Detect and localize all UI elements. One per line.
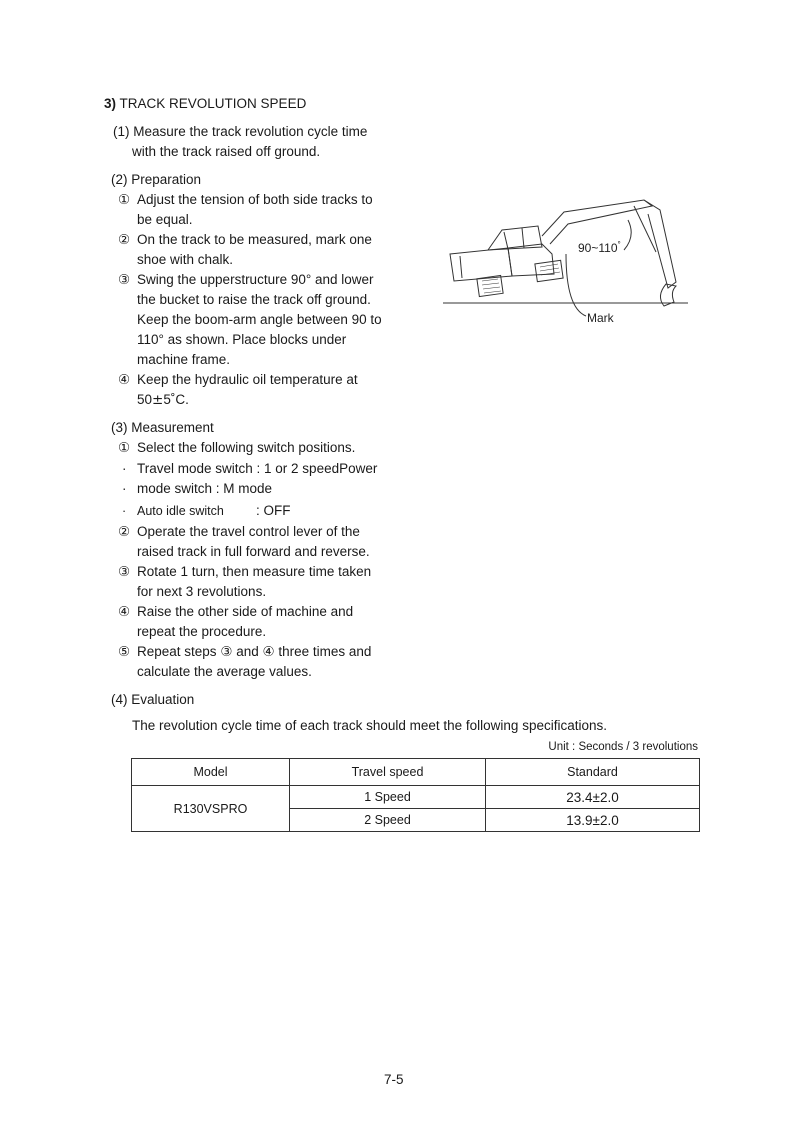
mark-leader (566, 254, 586, 316)
cab (488, 226, 542, 250)
three-times-text: three times and (278, 644, 372, 659)
prep-item4-line1: Keep the hydraulic oil temperature at (137, 372, 358, 387)
measure-item3-line1: Rotate 1 turn, then measure time taken (137, 564, 372, 579)
measure-item5-line2: calculate the average values. (137, 664, 312, 679)
measure-item5-line1 (137, 644, 371, 660)
model-cell: R130VSPRO (132, 786, 290, 832)
standard-cell: 23.4±2.0 (486, 786, 700, 809)
repeat-steps-text: Repeat steps (137, 644, 217, 659)
section-heading (104, 96, 306, 111)
prep-item4-marker: ④ (118, 372, 131, 387)
table-row (132, 786, 700, 809)
prep-item3-line5: machine frame. (137, 352, 231, 367)
bullet-marker: · (122, 461, 127, 476)
plus-minus-sign: ± (152, 392, 164, 408)
measure-item3-marker: ③ (118, 564, 131, 579)
excavator-raised-track-figure (438, 192, 700, 332)
prep-item3-line4: 110° as shown. Place blocks under (137, 332, 347, 347)
temperature-tolerance: 5˚C. (163, 392, 189, 407)
travel-mode-switch-text: Travel mode switch : 1 or 2 speedPower (137, 461, 378, 476)
counterweight (450, 248, 512, 281)
arm (644, 200, 676, 288)
section-number: 3) (104, 96, 117, 111)
header-model: Model (132, 759, 290, 786)
temperature-value: 50 (137, 392, 153, 407)
prep-item2-line2: shoe with chalk. (137, 252, 234, 267)
prep-item3-marker: ③ (118, 272, 131, 287)
prep-item4-line2 (137, 392, 189, 408)
measure-item2-marker: ② (118, 524, 131, 539)
header-travel-speed: Travel speed (290, 759, 486, 786)
table-header-row (132, 759, 700, 786)
page-number: 7-5 (384, 1072, 404, 1087)
bullet-marker: · (122, 481, 127, 496)
measure-item4-marker: ④ (118, 604, 131, 619)
auto-idle-switch-value: : OFF (256, 503, 291, 518)
auto-idle-switch-label: Auto idle switch (137, 504, 224, 518)
step1-line2: with the track raised off ground. (132, 144, 321, 159)
speed-cell: 1 Speed (290, 786, 486, 809)
prep-item1-marker: ① (118, 192, 131, 207)
step-reference-3: ③ (220, 644, 233, 659)
prep-item3-line2: the bucket to raise the track off ground. (137, 292, 371, 307)
measure-item5-marker: ⑤ (118, 644, 131, 659)
speed-cell: 2 Speed (290, 809, 486, 832)
specification-table (131, 758, 700, 832)
angle-arc (624, 220, 631, 250)
measure-item2-line1: Operate the travel control lever of the (137, 524, 360, 539)
header-standard: Standard (486, 759, 700, 786)
evaluation-text: The revolution cycle time of each track should meet the following specifications. (132, 718, 607, 733)
evaluation-heading: (4) Evaluation (111, 692, 195, 707)
standard-cell: 13.9±2.0 (486, 809, 700, 832)
angle-label: 90~110° (578, 240, 621, 255)
prep-item3-line1: Swing the upperstructure 90° and lower (137, 272, 374, 287)
boom (542, 200, 652, 244)
prep-item1-line1: Adjust the tension of both side tracks to (137, 192, 373, 207)
prep-item1-line2: be equal. (137, 212, 193, 227)
track-left (477, 275, 503, 296)
step-reference-4: ④ (262, 644, 275, 659)
measure-item3-line2: for next 3 revolutions. (137, 584, 267, 599)
unit-label: Unit : Seconds / 3 revolutions (548, 741, 698, 753)
section-title: TRACK REVOLUTION SPEED (119, 96, 307, 111)
step1-line1: (1) Measure the track revolution cycle time (113, 124, 368, 139)
and-text: and (236, 644, 259, 659)
mark-label: Mark (587, 311, 614, 325)
power-mode-switch-text: mode switch : M mode (137, 481, 273, 496)
measure-item1-marker: ① (118, 440, 131, 455)
track-right (535, 260, 563, 281)
bullet-marker: · (122, 504, 127, 518)
measurement-heading: (3) Measurement (111, 420, 214, 435)
measure-item1-text: Select the following switch positions. (137, 440, 356, 455)
measure-item4-line2: repeat the procedure. (137, 624, 267, 639)
measure-item2-line2: raised track in full forward and reverse. (137, 544, 370, 559)
measure-item4-line1: Raise the other side of machine and (137, 604, 354, 619)
prep-item2-line1: On the track to be measured, mark one (137, 232, 372, 247)
prep-item3-line3: Keep the boom-arm angle between 90 to (137, 312, 382, 327)
prep-item2-marker: ② (118, 232, 131, 247)
preparation-heading: (2) Preparation (111, 172, 202, 187)
